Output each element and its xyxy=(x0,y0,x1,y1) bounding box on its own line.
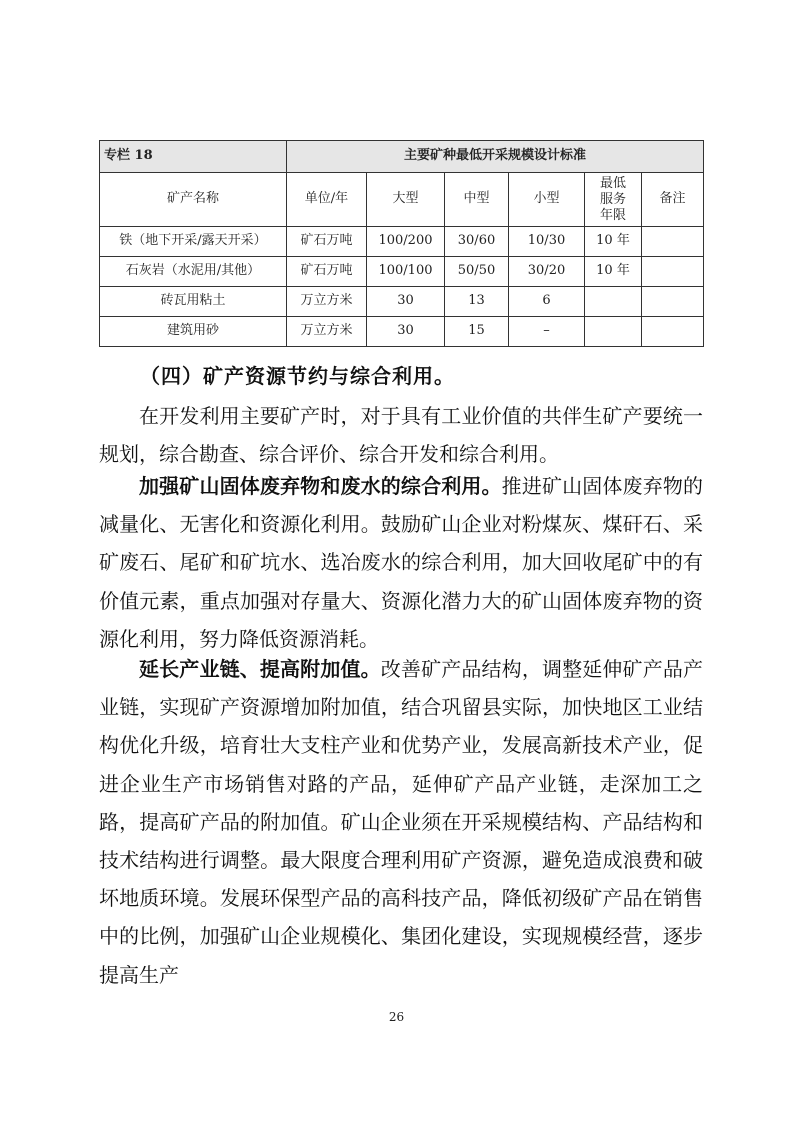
table-header-row xyxy=(100,173,704,227)
cell-notes xyxy=(642,287,704,317)
header-name: 矿产名称 xyxy=(100,173,287,227)
cell-name: 石灰岩（水泥用/其他） xyxy=(100,257,287,287)
mining-scale-table xyxy=(99,140,704,347)
cell-large: 30 xyxy=(367,317,445,347)
table-row xyxy=(100,257,704,287)
paragraph xyxy=(99,467,703,658)
paragraph xyxy=(99,397,703,473)
cell-min-years: 10 年 xyxy=(585,257,642,287)
cell-unit: 矿石万吨 xyxy=(287,257,367,287)
header-small: 小型 xyxy=(509,173,585,227)
cell-notes xyxy=(642,257,704,287)
table-row xyxy=(100,227,704,257)
paragraph-lead: 加强矿山固体废弃物和废水的综合利用。 xyxy=(139,474,502,498)
paragraph xyxy=(99,650,703,994)
cell-min-years xyxy=(585,287,642,317)
cell-small: 10/30 xyxy=(509,227,585,257)
cell-large: 100/200 xyxy=(367,227,445,257)
header-medium: 中型 xyxy=(445,173,509,227)
paragraph-lead: 延长产业链、提高附加值。 xyxy=(139,657,381,681)
cell-name: 建筑用砂 xyxy=(100,317,287,347)
page-number: 26 xyxy=(388,1010,405,1024)
table-title: 主要矿种最低开采规模设计标准 xyxy=(287,141,704,173)
header-min-years xyxy=(585,173,642,227)
cell-small: 30/20 xyxy=(509,257,585,287)
section-heading: （四）矿产资源节约与综合利用。 xyxy=(140,364,455,388)
cell-name: 铁（地下开采/露天开采） xyxy=(100,227,287,257)
cell-notes xyxy=(642,317,704,347)
table-row xyxy=(100,287,704,317)
header-large: 大型 xyxy=(367,173,445,227)
cell-min-years xyxy=(585,317,642,347)
paragraph-text: 在开发利用主要矿产时，对于具有工业价值的共伴生矿产要统一规划，综合勘查、综合评价、综合开发和综合利用。 xyxy=(99,404,703,467)
cell-notes xyxy=(642,227,704,257)
cell-large: 100/100 xyxy=(367,257,445,287)
cell-unit: 万立方米 xyxy=(287,317,367,347)
cell-medium: 30/60 xyxy=(445,227,509,257)
table-row xyxy=(100,317,704,347)
paragraph-text: 改善矿产品结构，调整延伸矿产品产业链，实现矿产资源增加附加值，结合巩留县实际，加快地区工业结构优化升级，培育壮大支柱产业和优势产业，发展高新技术产业，促进企业生产市场销售对路的产品，延伸矿产品产业链，走深加工之路，提高矿产品的附加值。矿山企业须在开采规模结构、产品结构和技术结构进行调整。最大限度合理利用矿产资源，避免造成浪费和破坏地质环境。发展环保型产品的高科技产品，降低初级矿产品在销售中的比例，加强矿山企业规模化、集团化建设，实现规模经营，逐步提高生产 xyxy=(99,657,704,987)
cell-name: 砖瓦用粘土 xyxy=(100,287,287,317)
cell-medium: 13 xyxy=(445,287,509,317)
cell-medium: 50/50 xyxy=(445,257,509,287)
cell-medium: 15 xyxy=(445,317,509,347)
header-min-years-text: 最低服务年限 xyxy=(599,175,626,223)
cell-unit: 万立方米 xyxy=(287,287,367,317)
cell-unit: 矿石万吨 xyxy=(287,227,367,257)
header-notes: 备注 xyxy=(642,173,704,227)
paragraph-text: 推进矿山固体废弃物的减量化、无害化和资源化利用。鼓励矿山企业对粉煤灰、煤矸石、采矿废石、尾矿和矿坑水、选冶废水的综合利用，加大回收尾矿中的有价值元素，重点加强对存量大、资源化潜力大的矿山固体废弃物的资源化利用，努力降低资源消耗。 xyxy=(99,474,704,651)
cell-min-years: 10 年 xyxy=(585,227,642,257)
cell-small: – xyxy=(509,317,585,347)
header-unit: 单位/年 xyxy=(287,173,367,227)
cell-small: 6 xyxy=(509,287,585,317)
column-label: 专栏 18 xyxy=(100,141,287,173)
table-title-row xyxy=(100,141,704,173)
cell-large: 30 xyxy=(367,287,445,317)
